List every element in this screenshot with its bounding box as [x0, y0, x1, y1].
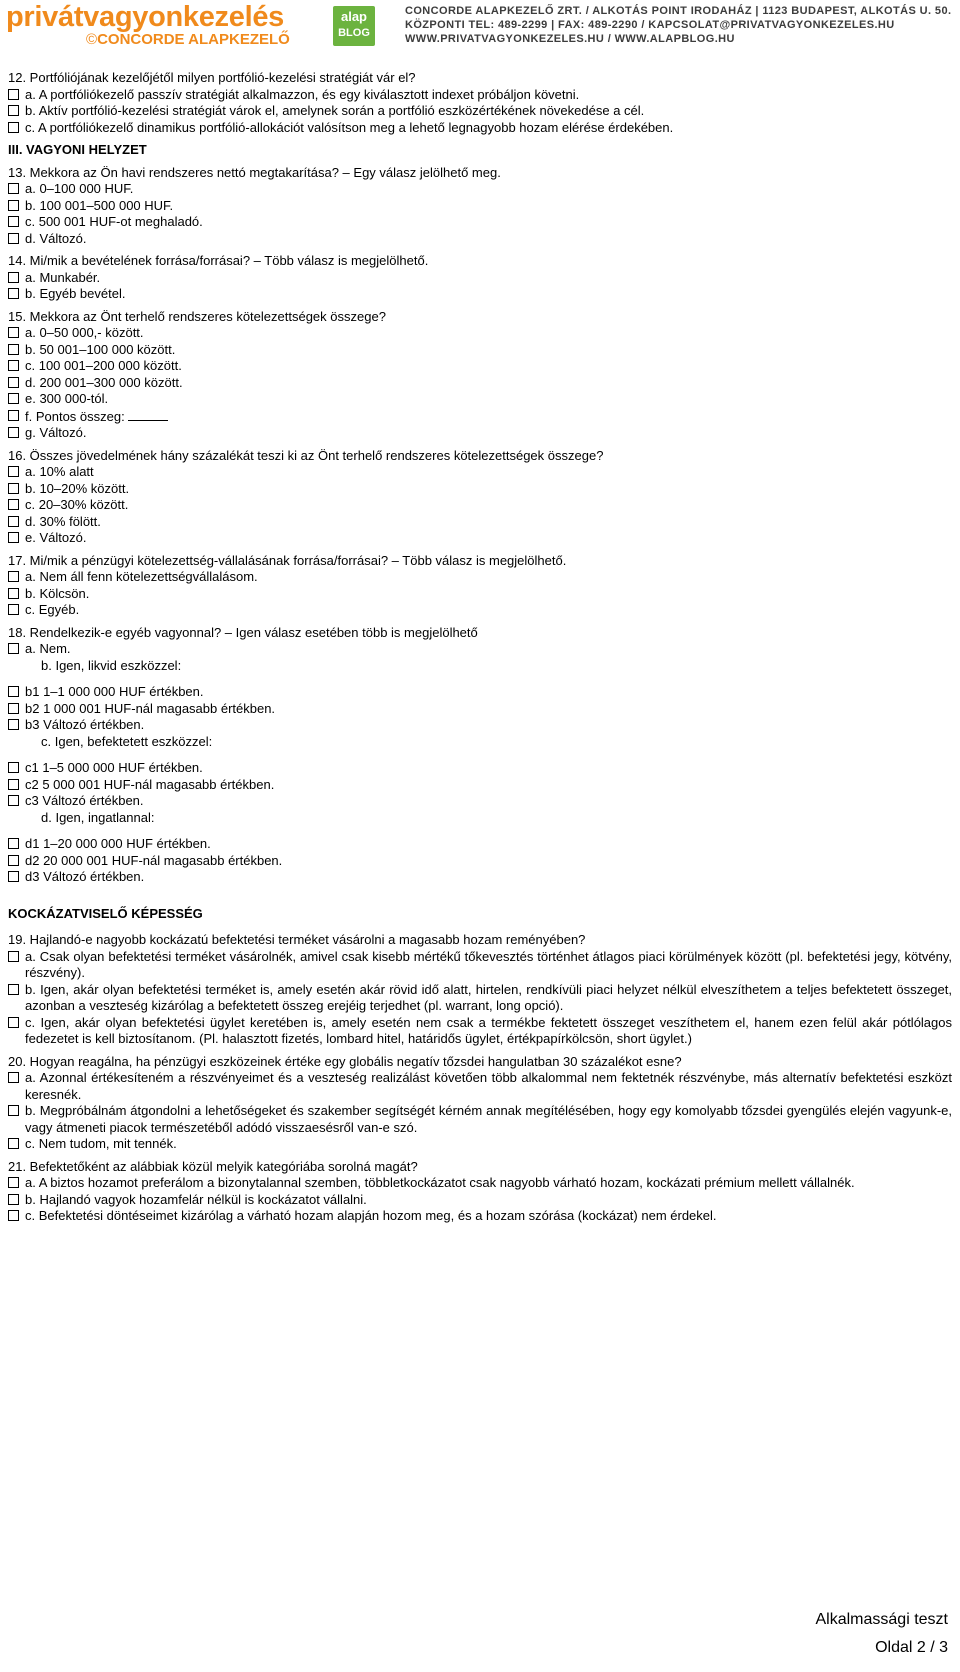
- option-15g[interactable]: [8, 425, 952, 442]
- document-title: Alkalmassági teszt: [815, 1611, 948, 1628]
- option-18c-label: c. Igen, befektetett eszközzel:: [41, 733, 213, 749]
- option-18d-label: d. Igen, ingatlannal:: [41, 809, 155, 825]
- checkbox[interactable]: [8, 360, 19, 371]
- option-19c[interactable]: [8, 1015, 952, 1048]
- option-18d1[interactable]: [8, 836, 952, 853]
- option-label: a. Azonnal értékesíteném a részvényeimet és a veszteség realizálást követően több alkalommal nem fektetnék részvénybe, más alternatív befektetési eszközt keresnék.: [25, 1070, 952, 1102]
- option-label: c3 Változó értékben.: [25, 793, 144, 808]
- alapblog-logo: [333, 6, 375, 46]
- option-15f[interactable]: [8, 408, 952, 426]
- contact-info: [405, 4, 957, 46]
- question-19: 19. Hajlandó-e nagyobb kockázatú befektetési terméket vásárolni a magasabb hozam reményében?: [8, 932, 586, 947]
- option-label: a. Csak olyan befektetési terméket vásárolnék, amivel csak kisebb mértékű tőkevesztés történhet átlagos piaci körülmények között (pl. befektetési jegy, kötvény, részvény).: [25, 948, 952, 980]
- letterhead: [0, 0, 960, 56]
- option-21c[interactable]: [8, 1208, 952, 1225]
- option-label: c. Befektetési döntéseimet kizárólag a várható hozam alapján hozom meg, és a hozam szórása (kockázat) nem érdekel.: [25, 1208, 717, 1223]
- checkbox[interactable]: [8, 1194, 19, 1205]
- option-label: c. Nem tudom, mit tennék.: [25, 1136, 177, 1151]
- option-label: b. Egyéb bevétel.: [25, 286, 126, 301]
- option-label: c2 5 000 001 HUF-nál magasabb értékben.: [25, 776, 275, 792]
- option-18b-label: b. Igen, likvid eszközzel:: [41, 657, 182, 673]
- question-21: 21. Befektetőként az alábbiak közül melyik kategóriába sorolná magát?: [8, 1158, 418, 1174]
- checkbox[interactable]: [8, 216, 19, 227]
- checkbox[interactable]: [8, 410, 19, 421]
- brand-logo: [6, 2, 290, 48]
- option-15e[interactable]: [8, 391, 952, 408]
- checkbox[interactable]: [8, 588, 19, 599]
- option-14a[interactable]: [8, 270, 952, 287]
- logo-line2: BLOG: [338, 27, 370, 39]
- checkbox[interactable]: [8, 855, 19, 866]
- option-13d[interactable]: [8, 231, 952, 248]
- checkbox[interactable]: [8, 703, 19, 714]
- option-21b[interactable]: [8, 1192, 952, 1209]
- option-15b[interactable]: [8, 342, 952, 359]
- option-label: e. Változó.: [25, 530, 87, 545]
- option-18c1[interactable]: [8, 760, 952, 777]
- checkbox[interactable]: [8, 719, 19, 730]
- option-label: b. 10–20% között.: [25, 480, 130, 496]
- brand-subtitle: [86, 32, 290, 48]
- checkbox[interactable]: [8, 762, 19, 773]
- option-label: d3 Változó értékben.: [25, 869, 145, 884]
- option-18b2[interactable]: [8, 701, 952, 718]
- option-label: d. 30% fölött.: [25, 513, 101, 529]
- option-label: b1 1–1 000 000 HUF értékben.: [25, 684, 204, 699]
- question-18: 18. Rendelkezik-e egyéb vagyonnal? – Igen válasz esetében több is megjelölhető: [8, 624, 478, 640]
- checkbox[interactable]: [8, 200, 19, 211]
- option-21a[interactable]: [8, 1175, 952, 1192]
- question-12: 12. Portfóliójának kezelőjétől milyen portfólió-kezelési stratégiát vár el?: [8, 70, 416, 85]
- option-12a[interactable]: [8, 87, 952, 104]
- checkbox[interactable]: [8, 779, 19, 790]
- checkbox[interactable]: [8, 1177, 19, 1188]
- option-label: b. Aktív portfólió-kezelési stratégiát várok el, amelynek során a portfólió eszközértékének növekedése a cél.: [25, 103, 645, 118]
- checkbox[interactable]: [8, 643, 19, 654]
- option-16a[interactable]: [8, 464, 952, 481]
- option-18c2[interactable]: [8, 777, 952, 794]
- option-label: a. 10% alatt: [25, 464, 94, 479]
- contact-web: WWW.PRIVATVAGYONKEZELES.HU / WWW.ALAPBLOG.HU: [405, 33, 735, 45]
- option-16b[interactable]: [8, 481, 952, 498]
- page-number: Oldal 2 / 3: [875, 1639, 948, 1656]
- option-20c[interactable]: [8, 1136, 952, 1153]
- option-label: e. 300 000-tól.: [25, 391, 109, 406]
- checkbox[interactable]: [8, 377, 19, 388]
- option-18b3[interactable]: [8, 717, 952, 734]
- option-label: c. 500 001 HUF-ot meghaladó.: [25, 214, 203, 229]
- option-16d[interactable]: [8, 514, 952, 531]
- option-label: b. 50 001–100 000 között.: [25, 341, 176, 357]
- option-label: d. 200 001–300 000 között.: [25, 374, 183, 390]
- option-12c[interactable]: [8, 120, 952, 137]
- checkbox[interactable]: [8, 871, 19, 882]
- questionnaire: [8, 70, 952, 1225]
- checkbox[interactable]: [8, 1210, 19, 1221]
- option-15c[interactable]: [8, 358, 952, 375]
- checkbox[interactable]: [8, 344, 19, 355]
- option-label: f. Pontos összeg:: [25, 408, 125, 424]
- option-18a[interactable]: [8, 641, 952, 658]
- option-label: b. Kölcsön.: [25, 585, 90, 601]
- option-18c3[interactable]: [8, 793, 952, 810]
- option-label: d1 1–20 000 000 HUF értékben.: [25, 836, 211, 851]
- logo-line1: alap: [340, 9, 367, 24]
- section-heading-risk: KOCKÁZATVISELŐ KÉPESSÉG: [8, 905, 203, 921]
- option-13c[interactable]: [8, 214, 952, 231]
- option-14b[interactable]: [8, 286, 952, 303]
- option-16e[interactable]: [8, 530, 952, 547]
- checkbox[interactable]: [8, 122, 19, 133]
- option-18d3[interactable]: [8, 869, 952, 886]
- option-18d2[interactable]: [8, 853, 952, 870]
- checkbox[interactable]: [8, 499, 19, 510]
- option-19a[interactable]: [8, 949, 952, 982]
- checkbox[interactable]: [8, 516, 19, 527]
- option-13a[interactable]: [8, 181, 952, 198]
- option-17b[interactable]: [8, 586, 952, 603]
- option-label: b3 Változó értékben.: [25, 717, 145, 732]
- checkbox[interactable]: [8, 272, 19, 283]
- option-label: c. 20–30% között.: [25, 497, 129, 512]
- option-label: b. Megpróbálnám átgondolni a lehetőségeket és szakember segítségét kérném annak megítélésében, hogy egy komolyabb tőzsdei gyengülés elején vagyunk-e, vagy átmeneti piacok természetéből adódó visszaesésről van-e szó.: [25, 1103, 952, 1135]
- checkbox[interactable]: [8, 1105, 19, 1116]
- checkbox[interactable]: [8, 838, 19, 849]
- option-label: a. Munkabér.: [25, 269, 101, 285]
- question-20: 20. Hogyan reagálna, ha pénzügyi eszközeinek értéke egy globális negatív tőzsdei hangulatban 30 százalékot esne?: [8, 1053, 682, 1069]
- checkbox[interactable]: [8, 393, 19, 404]
- checkbox[interactable]: [8, 89, 19, 100]
- option-label: b. 100 001–500 000 HUF.: [25, 197, 174, 213]
- checkbox[interactable]: [8, 604, 19, 615]
- option-label: c. 100 001–200 000 között.: [25, 358, 182, 373]
- option-label: d. Változó.: [25, 230, 87, 246]
- checkbox[interactable]: [8, 288, 19, 299]
- option-16c[interactable]: [8, 497, 952, 514]
- checkbox[interactable]: [8, 1017, 19, 1028]
- checkbox[interactable]: [8, 795, 19, 806]
- brand-company: CONCORDE ALAPKEZELŐ: [97, 31, 290, 48]
- checkbox[interactable]: [8, 483, 19, 494]
- section-heading-vagyoni: III. VAGYONI HELYZET: [8, 142, 147, 157]
- checkbox[interactable]: [8, 466, 19, 477]
- amount-blank-field[interactable]: [128, 408, 168, 421]
- option-19b[interactable]: [8, 982, 952, 1015]
- question-15: 15. Mekkora az Önt terhelő rendszeres kötelezettségek összege?: [8, 308, 386, 324]
- option-label: a. Nem áll fenn kötelezettségvállalásom.: [25, 569, 258, 584]
- option-label: c. A portfóliókezelő dinamikus portfólió-allokációt valósítson meg a lehető legnagyobb hozam elérése érdekében.: [25, 119, 674, 135]
- option-17c[interactable]: [8, 602, 952, 619]
- checkbox[interactable]: [8, 1072, 19, 1083]
- option-label: a. A biztos hozamot preferálom a bizonytalannal szemben, többletkockázatot csak nagyobb várható hozam, kockázati prémium mellett vállalnék.: [25, 1175, 855, 1190]
- checkbox[interactable]: [8, 984, 19, 995]
- question-13: 13. Mekkora az Ön havi rendszeres nettó megtakarítása? – Egy válasz jelölhető meg.: [8, 164, 501, 180]
- contact-address: CONCORDE ALAPKEZELŐ ZRT. / ALKOTÁS POINT IRODAHÁZ | 1123 BUDAPEST, ALKOTÁS U. 50.: [405, 5, 952, 17]
- question-16: 16. Összes jövedelmének hány százalékát teszi ki az Önt terhelő rendszeres kötelezettségek összege?: [8, 447, 604, 463]
- option-label: a. 0–50 000,- között.: [25, 325, 144, 340]
- checkbox[interactable]: [8, 427, 19, 438]
- option-12b[interactable]: [8, 103, 952, 120]
- option-17a[interactable]: [8, 569, 952, 586]
- option-20a[interactable]: [8, 1070, 952, 1103]
- contact-phone: KÖZPONTI TEL: 489-2299 | FAX: 489-2290 / KAPCSOLAT@PRIVATVAGYONKEZELES.HU: [405, 19, 895, 31]
- option-label: b. Igen, akár olyan befektetési terméket is, amely esetén akár rövid idő alatt, hirtelen, rendkívüli piaci helyzet nélkül elveszíthetem a teljes befektetett összeget, azonban a veszteség kizárólag a befektetett összeg erejéig terjedhet (pl. warrant, long opció).: [25, 981, 952, 1013]
- option-15d[interactable]: [8, 375, 952, 392]
- checkbox[interactable]: [8, 1138, 19, 1149]
- page-footer: [816, 1606, 949, 1662]
- checkbox[interactable]: [8, 951, 19, 962]
- checkbox[interactable]: [8, 233, 19, 244]
- option-label: c. Egyéb.: [25, 602, 80, 617]
- option-13b[interactable]: [8, 198, 952, 215]
- option-label: a. 0–100 000 HUF.: [25, 181, 134, 196]
- checkbox[interactable]: [8, 105, 19, 116]
- option-label: d2 20 000 001 HUF-nál magasabb értékben.: [25, 852, 283, 868]
- question-14: 14. Mi/mik a bevételének forrása/forrásai? – Több válasz is megjelölhető.: [8, 253, 429, 268]
- option-label: a. Nem.: [25, 641, 71, 656]
- option-label: c1 1–5 000 000 HUF értékben.: [25, 760, 203, 775]
- checkbox[interactable]: [8, 532, 19, 543]
- checkbox[interactable]: [8, 686, 19, 697]
- copyright-icon: ©: [86, 31, 98, 48]
- option-label: c. Igen, akár olyan befektetési ügylet keretében is, amely esetén nem csak a termékbe fektetett összeget veszíthetem el, hanem ezen felül akár pótlólagos fedezetet is kell biztosítanom. (Pl. halasztott fizetés, lombard hitel, határidős ügylet, értékpapírkölcsön, short ügylet.): [25, 1014, 952, 1046]
- option-label: a. A portfóliókezelő passzív stratégiát alkalmazzon, és egy kiválasztott indexet próbáljon követni.: [25, 86, 580, 102]
- option-20b[interactable]: [8, 1103, 952, 1136]
- option-18b1[interactable]: [8, 684, 952, 701]
- question-17: 17. Mi/mik a pénzügyi kötelezettség-vállalásának forrása/forrásai? – Több válasz is megjelölhető.: [8, 552, 567, 568]
- brand-name: privátvagyonkezelés: [6, 1, 284, 33]
- option-label: b. Hajlandó vagyok hozamfelár nélkül is kockázatot vállalni.: [25, 1191, 367, 1207]
- option-label: b2 1 000 001 HUF-nál magasabb értékben.: [25, 700, 276, 716]
- option-label: g. Változó.: [25, 425, 87, 440]
- option-15a[interactable]: [8, 325, 952, 342]
- checkbox[interactable]: [8, 571, 19, 582]
- checkbox[interactable]: [8, 327, 19, 338]
- checkbox[interactable]: [8, 183, 19, 194]
